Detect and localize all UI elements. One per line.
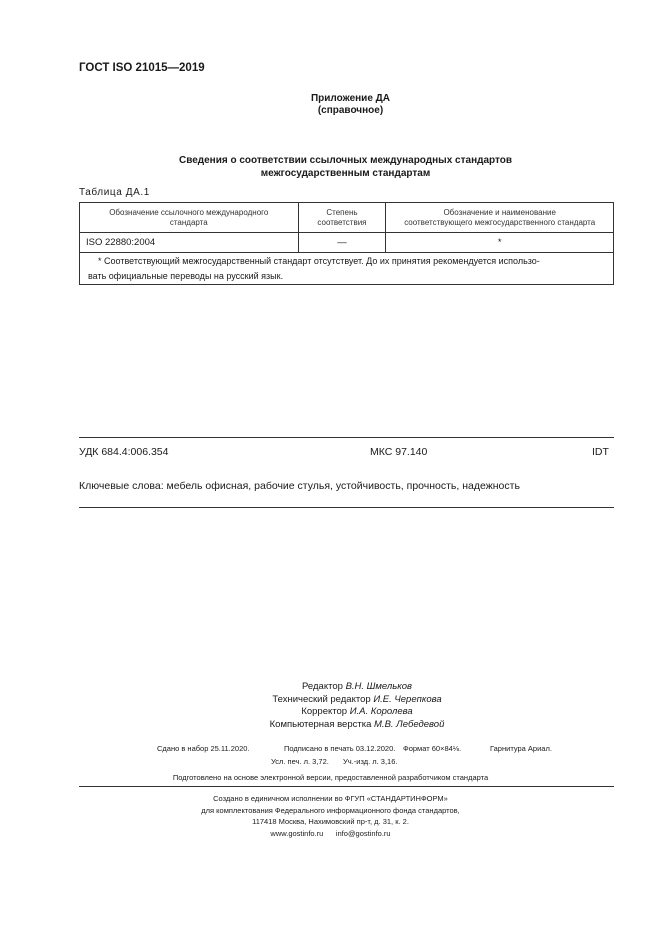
publisher-imprint	[0, 793, 661, 839]
print-format: Формат 60×84⅛.	[403, 744, 462, 753]
header-cell-degree: Степень соответствия	[298, 203, 386, 233]
divider-bottom	[79, 786, 614, 787]
annex-type: (справочное)	[317, 105, 384, 116]
section-title-line2: межгосударственным стандартам	[260, 168, 431, 179]
staff-list	[232, 681, 482, 731]
table-row	[80, 233, 614, 253]
imprint-line1: Создано в единичном исполнении во ФГУП «СТАНДАРТИНФОРМ»	[213, 794, 448, 803]
imprint-line3: 117418 Москва, Нахимовский пр-т, д. 31, к. 2.	[252, 817, 409, 826]
idt-marker: IDT	[592, 446, 609, 458]
staff-proofreader: Корректор И.А. Королева	[301, 706, 413, 717]
imprint-line2: для комплектования Федерального информационного фонда стандартов,	[201, 805, 460, 815]
divider-top	[79, 437, 614, 438]
cell-degree: —	[298, 233, 386, 253]
table-note-line2: вать официальные переводы на русский язык.	[88, 270, 284, 281]
print-submitted: Сдано в набор 25.11.2020.	[157, 744, 250, 753]
print-sheets: Усл. печ. л. 3,72.	[271, 757, 329, 766]
staff-tech-editor: Технический редактор И.Е. Черепкова	[272, 693, 442, 705]
table-note	[80, 253, 614, 285]
print-signed: Подписано в печать 03.12.2020.	[284, 744, 396, 753]
staff-layout: Компьютерная верстка М.В. Лебедевой	[269, 718, 445, 730]
cell-reference-standard: ISO 22880:2004	[80, 233, 299, 253]
section-title	[15, 154, 661, 180]
section-title-line1: Сведения о соответствии ссылочных международных стандартов	[178, 155, 513, 166]
reference-table	[79, 202, 614, 285]
print-edition-sheets: Уч.-изд. л. 3,16.	[343, 757, 398, 766]
header-cell-interstate: Обозначение и наименование соответствующего межгосударственного стандарта	[386, 203, 614, 233]
mks-code: МКС 97.140	[370, 446, 428, 458]
udk-code: УДК 684.4:006.354	[79, 446, 169, 458]
imprint-line4: www.gostinfo.ru info@gostinfo.ru	[270, 828, 391, 838]
document-id: ГОСТ ISO 21015—2019	[79, 62, 205, 74]
prepared-note: Подготовлено на основе электронной версии, предоставленной разработчиком стандарта	[172, 773, 489, 782]
table-header-row	[80, 203, 614, 233]
divider-middle	[79, 507, 614, 508]
table-note-row	[80, 253, 614, 285]
keywords: Ключевые слова: мебель офисная, рабочие стулья, устойчивость, прочность, надежность	[79, 480, 520, 492]
header-cell-reference: Обозначение ссылочного международного стандарта	[80, 203, 299, 233]
staff-editor: Редактор В.Н. Шмельков	[302, 681, 412, 692]
table-note-line1: * Соответствующий межгосударственный стандарт отсутствует. До их принятия рекомендуется использо-	[98, 255, 540, 266]
print-font: Гарнитура Ариал.	[490, 744, 552, 753]
cell-interstate-standard: *	[386, 233, 614, 253]
annex-title: Приложение ДА	[310, 93, 391, 104]
table-label: Таблица ДА.1	[79, 187, 150, 198]
